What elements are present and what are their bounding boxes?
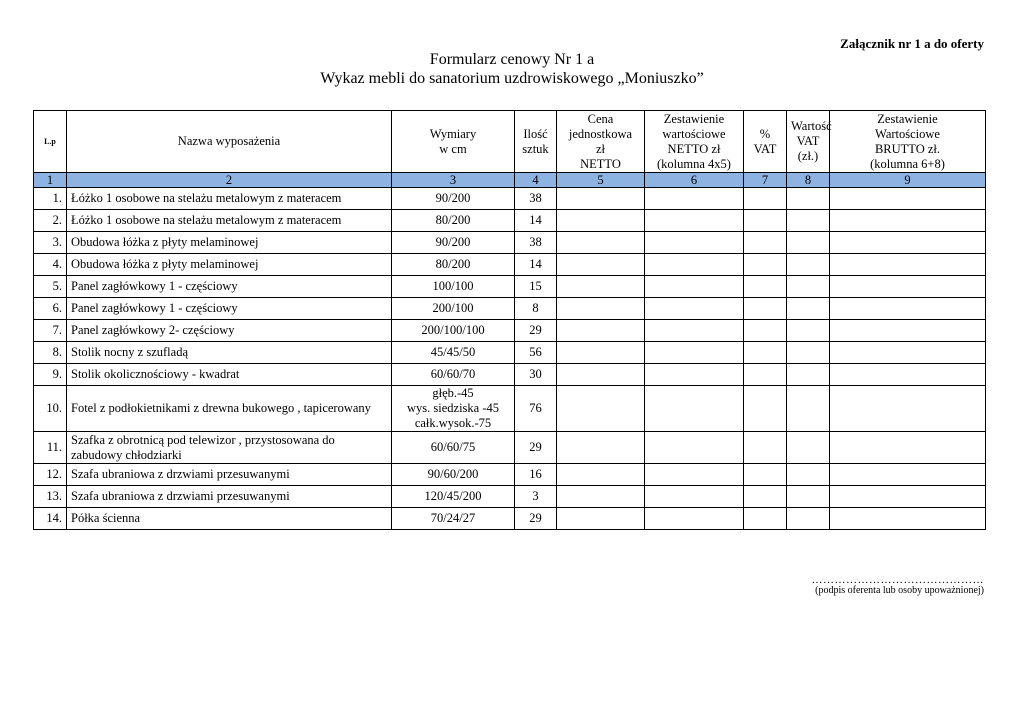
row-lp: 3. bbox=[34, 232, 67, 254]
input-unit-price-cell[interactable] bbox=[557, 486, 645, 508]
input-vat-value-cell[interactable] bbox=[787, 232, 830, 254]
row-dims: 90/60/200 bbox=[392, 464, 515, 486]
input-unit-price-cell[interactable] bbox=[557, 320, 645, 342]
column-number: 2 bbox=[67, 173, 392, 188]
input-gross-total-cell[interactable] bbox=[830, 232, 986, 254]
input-vat-value-cell[interactable] bbox=[787, 364, 830, 386]
input-vat-value-cell[interactable] bbox=[787, 254, 830, 276]
row-name: Szafa ubraniowa z drzwiami przesuwanymi bbox=[67, 464, 392, 486]
table-row bbox=[34, 254, 986, 276]
row-qty: 30 bbox=[515, 364, 557, 386]
column-number-row bbox=[34, 173, 986, 188]
row-qty: 38 bbox=[515, 232, 557, 254]
row-qty: 14 bbox=[515, 210, 557, 232]
row-dims: 70/24/27 bbox=[392, 508, 515, 530]
input-net-total-cell[interactable] bbox=[645, 188, 744, 210]
row-name: Obudowa łóżka z płyty melaminowej bbox=[67, 232, 392, 254]
input-vat-pct-cell[interactable] bbox=[744, 486, 787, 508]
form-title: Formularz cenowy Nr 1 a bbox=[429, 51, 595, 68]
input-vat-pct-cell[interactable] bbox=[744, 432, 787, 464]
input-net-total-cell[interactable] bbox=[645, 364, 744, 386]
table-row bbox=[34, 188, 986, 210]
column-number: 8 bbox=[787, 173, 830, 188]
input-unit-price-cell[interactable] bbox=[557, 188, 645, 210]
row-name: Panel zagłówkowy 2- częściowy bbox=[67, 320, 392, 342]
row-name: Szafa ubraniowa z drzwiami przesuwanymi bbox=[67, 486, 392, 508]
input-unit-price-cell[interactable] bbox=[557, 254, 645, 276]
input-vat-value-cell[interactable] bbox=[787, 342, 830, 364]
input-gross-total-cell[interactable] bbox=[830, 432, 986, 464]
input-gross-total-cell[interactable] bbox=[830, 486, 986, 508]
row-qty: 29 bbox=[515, 508, 557, 530]
input-net-total-cell[interactable] bbox=[645, 342, 744, 364]
input-gross-total-cell[interactable] bbox=[830, 464, 986, 486]
row-lp: 2. bbox=[34, 210, 67, 232]
row-name: Stolik nocny z szufladą bbox=[67, 342, 392, 364]
input-vat-value-cell[interactable] bbox=[787, 508, 830, 530]
row-dims bbox=[392, 386, 515, 432]
input-unit-price-cell[interactable] bbox=[557, 210, 645, 232]
input-net-total-cell[interactable] bbox=[645, 464, 744, 486]
table-row bbox=[34, 298, 986, 320]
header-name: Nazwa wyposażenia bbox=[67, 111, 392, 173]
signature-line: ……………………………………… bbox=[811, 574, 984, 586]
input-vat-pct-cell[interactable] bbox=[744, 188, 787, 210]
column-number: 7 bbox=[744, 173, 787, 188]
row-lp: 4. bbox=[34, 254, 67, 276]
attachment-label: Załącznik nr 1 a do oferty bbox=[840, 36, 984, 51]
row-name: Obudowa łóżka z płyty melaminowej bbox=[67, 254, 392, 276]
input-unit-price-cell[interactable] bbox=[557, 464, 645, 486]
input-gross-total-cell[interactable] bbox=[830, 320, 986, 342]
table-row bbox=[34, 320, 986, 342]
row-dims: 60/60/70 bbox=[392, 364, 515, 386]
input-unit-price-cell[interactable] bbox=[557, 508, 645, 530]
table-row bbox=[34, 486, 986, 508]
input-vat-value-cell[interactable] bbox=[787, 386, 830, 432]
row-lp: 10. bbox=[34, 386, 67, 432]
row-qty: 3 bbox=[515, 486, 557, 508]
input-gross-total-cell[interactable] bbox=[830, 508, 986, 530]
row-name: Panel zagłówkowy 1 - częściowy bbox=[67, 298, 392, 320]
header-dims: Wymiary w cm bbox=[392, 111, 515, 173]
input-net-total-cell[interactable] bbox=[645, 486, 744, 508]
row-dims: 100/100 bbox=[392, 276, 515, 298]
input-net-total-cell[interactable] bbox=[645, 276, 744, 298]
input-gross-total-cell[interactable] bbox=[830, 276, 986, 298]
signature-caption: (podpis oferenta lub osoby upoważnionej) bbox=[815, 585, 984, 596]
input-unit-price-cell[interactable] bbox=[557, 386, 645, 432]
row-lp: 7. bbox=[34, 320, 67, 342]
input-net-total-cell[interactable] bbox=[645, 508, 744, 530]
row-lp: 12. bbox=[34, 464, 67, 486]
header-qty: Ilość sztuk bbox=[515, 111, 557, 173]
row-dims-line: głęb.-45 bbox=[432, 386, 474, 400]
input-gross-total-cell[interactable] bbox=[830, 342, 986, 364]
input-vat-value-cell[interactable] bbox=[787, 210, 830, 232]
row-qty: 29 bbox=[515, 320, 557, 342]
input-net-total-cell[interactable] bbox=[645, 432, 744, 464]
input-gross-total-cell[interactable] bbox=[830, 188, 986, 210]
table-row bbox=[34, 364, 986, 386]
input-vat-value-cell[interactable] bbox=[787, 188, 830, 210]
input-vat-pct-cell[interactable] bbox=[744, 276, 787, 298]
row-dims: 120/45/200 bbox=[392, 486, 515, 508]
row-qty: 16 bbox=[515, 464, 557, 486]
table-row bbox=[34, 464, 986, 486]
row-name: Łóżko 1 osobowe na stelażu metalowym z materacem bbox=[67, 210, 392, 232]
row-dims: 80/200 bbox=[392, 210, 515, 232]
table-row bbox=[34, 342, 986, 364]
input-gross-total-cell[interactable] bbox=[830, 210, 986, 232]
row-dims: 200/100/100 bbox=[392, 320, 515, 342]
row-dims: 45/45/50 bbox=[392, 342, 515, 364]
input-vat-pct-cell[interactable] bbox=[744, 364, 787, 386]
header-lp: L.p bbox=[34, 111, 67, 173]
input-net-total-cell[interactable] bbox=[645, 320, 744, 342]
row-qty: 38 bbox=[515, 188, 557, 210]
row-qty: 14 bbox=[515, 254, 557, 276]
input-vat-pct-cell[interactable] bbox=[744, 464, 787, 486]
input-vat-pct-cell[interactable] bbox=[744, 232, 787, 254]
input-net-total-cell[interactable] bbox=[645, 210, 744, 232]
row-lp: 9. bbox=[34, 364, 67, 386]
row-qty: 56 bbox=[515, 342, 557, 364]
input-unit-price-cell[interactable] bbox=[557, 364, 645, 386]
table-row bbox=[34, 508, 986, 530]
input-vat-pct-cell[interactable] bbox=[744, 254, 787, 276]
row-lp: 11. bbox=[34, 432, 67, 464]
column-number: 4 bbox=[515, 173, 557, 188]
row-qty: 29 bbox=[515, 432, 557, 464]
table-row bbox=[34, 232, 986, 254]
input-unit-price-cell[interactable] bbox=[557, 432, 645, 464]
input-vat-pct-cell[interactable] bbox=[744, 320, 787, 342]
column-number: 9 bbox=[830, 173, 986, 188]
input-vat-value-cell[interactable] bbox=[787, 276, 830, 298]
row-lp: 6. bbox=[34, 298, 67, 320]
header-vat-pct: % VAT bbox=[744, 111, 787, 173]
row-lp: 8. bbox=[34, 342, 67, 364]
header-gross-total: Zestawienie Wartościowe BRUTTO zł. (kolumna 6+8) bbox=[830, 111, 986, 173]
input-gross-total-cell[interactable] bbox=[830, 386, 986, 432]
input-vat-pct-cell[interactable] bbox=[744, 386, 787, 432]
column-number: 5 bbox=[557, 173, 645, 188]
input-unit-price-cell[interactable] bbox=[557, 298, 645, 320]
row-qty: 76 bbox=[515, 386, 557, 432]
header-vat-value: Wartość VAT (zł.) bbox=[787, 111, 830, 173]
input-net-total-cell[interactable] bbox=[645, 232, 744, 254]
input-vat-pct-cell[interactable] bbox=[744, 298, 787, 320]
input-unit-price-cell[interactable] bbox=[557, 276, 645, 298]
table-header-row bbox=[34, 111, 986, 173]
row-name: Stolik okolicznościowy - kwadrat bbox=[67, 364, 392, 386]
row-name: Szafka z obrotnicą pod telewizor , przystosowana do zabudowy chłodziarki bbox=[67, 432, 392, 464]
row-lp: 14. bbox=[34, 508, 67, 530]
row-name: Fotel z podłokietnikami z drewna bukowego , tapicerowany bbox=[67, 386, 392, 432]
column-number: 3 bbox=[392, 173, 515, 188]
header-net-total: Zestawienie wartościowe NETTO zł (kolumna 4x5) bbox=[645, 111, 744, 173]
table-row bbox=[34, 276, 986, 298]
input-gross-total-cell[interactable] bbox=[830, 254, 986, 276]
row-qty: 8 bbox=[515, 298, 557, 320]
row-dims: 80/200 bbox=[392, 254, 515, 276]
row-name: Panel zagłówkowy 1 - częściowy bbox=[67, 276, 392, 298]
price-table bbox=[33, 110, 986, 530]
input-net-total-cell[interactable] bbox=[645, 298, 744, 320]
input-vat-value-cell[interactable] bbox=[787, 464, 830, 486]
input-unit-price-cell[interactable] bbox=[557, 232, 645, 254]
input-vat-pct-cell[interactable] bbox=[744, 508, 787, 530]
row-lp: 13. bbox=[34, 486, 67, 508]
input-vat-value-cell[interactable] bbox=[787, 298, 830, 320]
table-row bbox=[34, 386, 986, 432]
column-number: 1 bbox=[34, 173, 67, 188]
row-dims-line: wys. siedziska -45 bbox=[407, 401, 499, 415]
row-dims: 90/200 bbox=[392, 188, 515, 210]
row-qty: 15 bbox=[515, 276, 557, 298]
row-dims: 200/100 bbox=[392, 298, 515, 320]
input-gross-total-cell[interactable] bbox=[830, 298, 986, 320]
row-name: Półka ścienna bbox=[67, 508, 392, 530]
row-dims-line: całk.wysok.-75 bbox=[414, 416, 492, 430]
input-unit-price-cell[interactable] bbox=[557, 342, 645, 364]
column-number: 6 bbox=[645, 173, 744, 188]
input-vat-value-cell[interactable] bbox=[787, 486, 830, 508]
table-row bbox=[34, 210, 986, 232]
input-vat-pct-cell[interactable] bbox=[744, 342, 787, 364]
input-net-total-cell[interactable] bbox=[645, 254, 744, 276]
input-vat-value-cell[interactable] bbox=[787, 432, 830, 464]
header-unit-price: Cena jednostkowa zł NETTO bbox=[557, 111, 645, 173]
input-vat-pct-cell[interactable] bbox=[744, 210, 787, 232]
row-name: Łóżko 1 osobowe na stelażu metalowym z materacem bbox=[67, 188, 392, 210]
row-dims: 90/200 bbox=[392, 232, 515, 254]
input-vat-value-cell[interactable] bbox=[787, 320, 830, 342]
input-net-total-cell[interactable] bbox=[645, 386, 744, 432]
row-lp: 1. bbox=[34, 188, 67, 210]
row-dims: 60/60/75 bbox=[392, 432, 515, 464]
input-gross-total-cell[interactable] bbox=[830, 364, 986, 386]
form-subtitle: Wykaz mebli do sanatorium uzdrowiskowego „Moniuszko” bbox=[320, 70, 704, 87]
table-row bbox=[34, 432, 986, 464]
row-lp: 5. bbox=[34, 276, 67, 298]
